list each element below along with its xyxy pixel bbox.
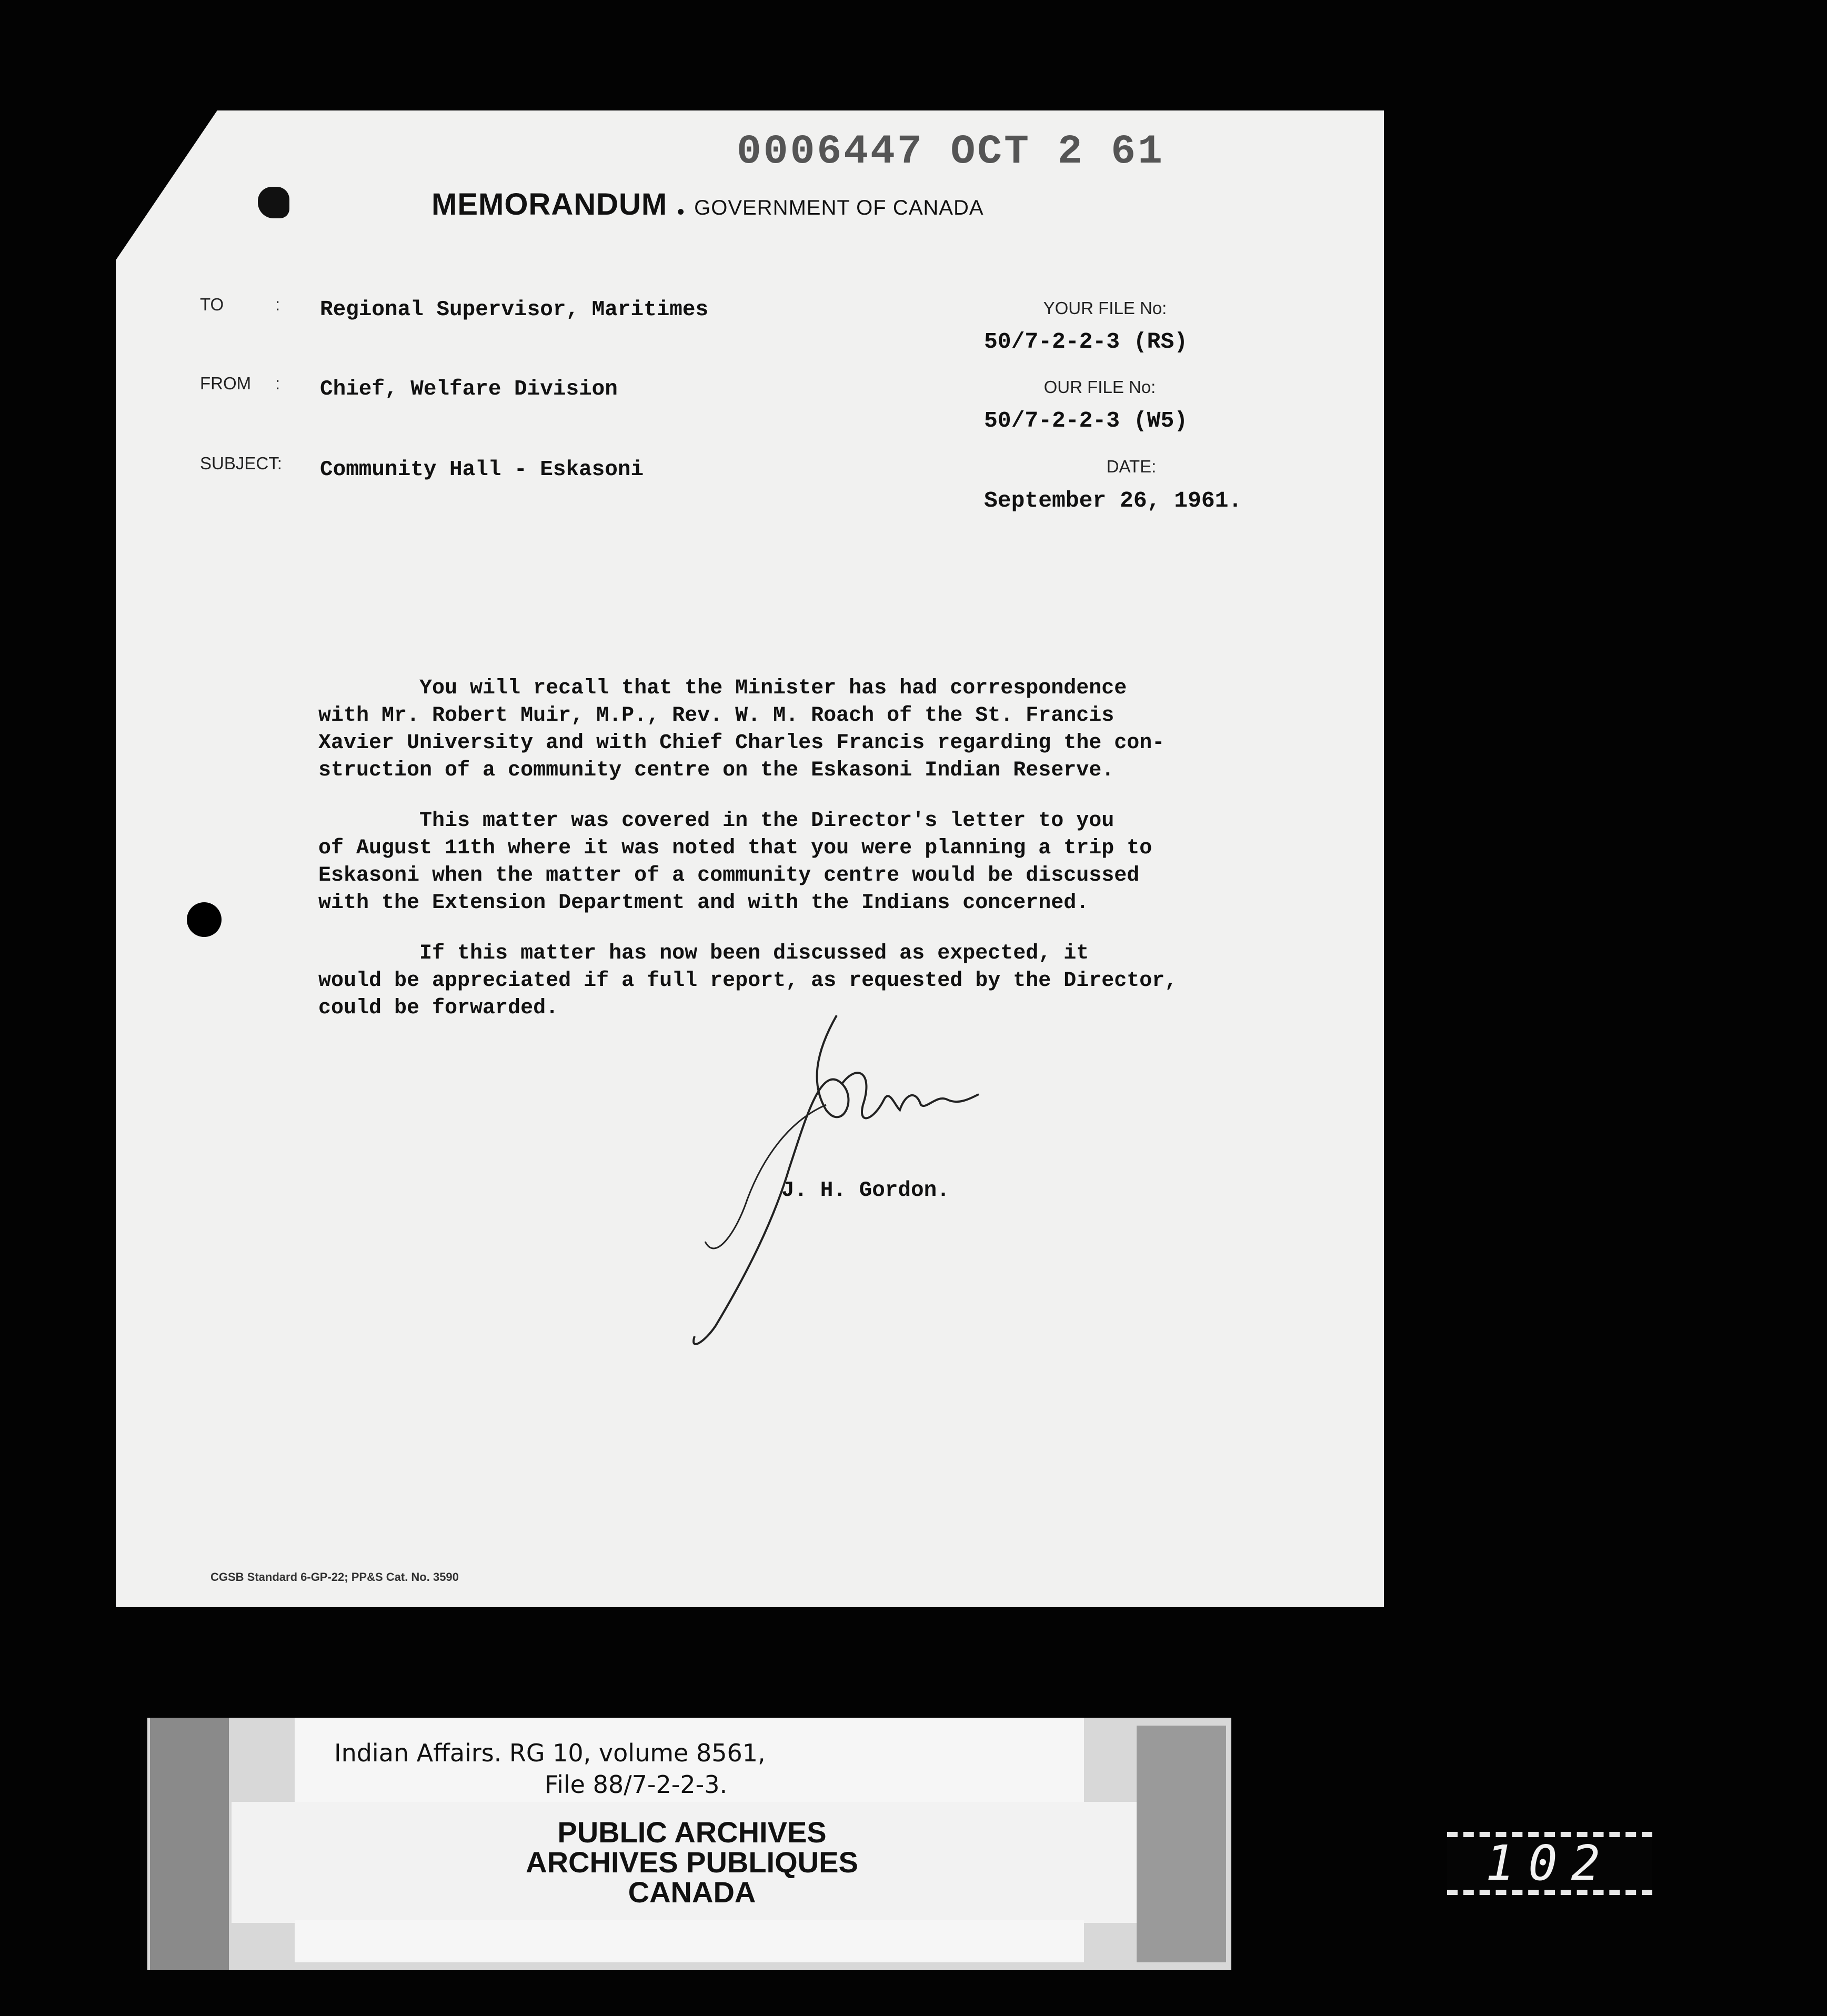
to-label: TO xyxy=(200,295,224,314)
signer-name: J. H. Gordon. xyxy=(781,1178,950,1203)
archive-tab-edge xyxy=(150,1718,229,1970)
your-file-label: YOUR FILE No: xyxy=(1043,298,1167,318)
form-code: CGSB Standard 6-GP-22; PP&S Cat. No. 3590 xyxy=(210,1570,459,1584)
paper-clip-mark xyxy=(258,187,289,218)
archive-tab-shadow xyxy=(1137,1726,1226,1962)
subject-value: Community Hall - Eskasoni xyxy=(320,458,644,482)
date-value: September 26, 1961. xyxy=(984,488,1242,513)
to-value: Regional Supervisor, Maritimes xyxy=(320,298,709,322)
from-label: FROM xyxy=(200,374,252,393)
archives-label-strip xyxy=(295,1920,1084,1962)
body-paragraph-1: You will recall that the Minister has had correspondence with Mr. Robert Muir, M.P., Rev. W. M. Roach of the St. Francis Xavier University and with Chief Charles Francis regarding the con- struction of a community centre on the Eskasoni Indian Reserve. xyxy=(318,677,1165,782)
punch-hole xyxy=(187,902,222,937)
archives-english: PUBLIC ARCHIVES xyxy=(557,1816,827,1849)
body-paragraph-2: This matter was covered in the Director's letter to you of August 11th where it was noted that you were planning a trip to Eskasoni when the matter of a community centre would be discussed with the Extension Department and with the Indians concerned. xyxy=(318,809,1152,915)
header-bullet: • xyxy=(677,200,685,224)
date-label: DATE: xyxy=(1106,457,1157,476)
from-colon: : xyxy=(275,374,280,393)
memo-subtitle: GOVERNMENT OF CANADA xyxy=(694,196,984,219)
microfilm-frame-number: 102 xyxy=(1447,1832,1652,1895)
subject-label: SUBJECT: xyxy=(200,453,282,473)
to-colon: : xyxy=(275,295,280,314)
your-file-value: 50/7-2-2-3 (RS) xyxy=(984,329,1188,355)
archives-french: ARCHIVES PUBLIQUES xyxy=(526,1846,858,1879)
our-file-label: OUR FILE No: xyxy=(1043,377,1156,397)
archives-country: CANADA xyxy=(628,1876,756,1909)
archive-reference-line-2: File 88/7-2-2-3. xyxy=(545,1770,728,1799)
memo-title: MEMORANDUM xyxy=(431,187,668,221)
memo-header xyxy=(431,187,984,224)
received-stamp: 0006447 OCT 2 61 xyxy=(737,129,1165,175)
from-value: Chief, Welfare Division xyxy=(320,377,618,401)
body-paragraph-3: If this matter has now been discussed as expected, it would be appreciated if a full report, as requested by the Director, could be forwarded. xyxy=(318,942,1178,1020)
our-file-value: 50/7-2-2-3 (W5) xyxy=(984,408,1188,434)
archive-reference-line-1: Indian Affairs. RG 10, volume 8561, xyxy=(334,1739,766,1767)
